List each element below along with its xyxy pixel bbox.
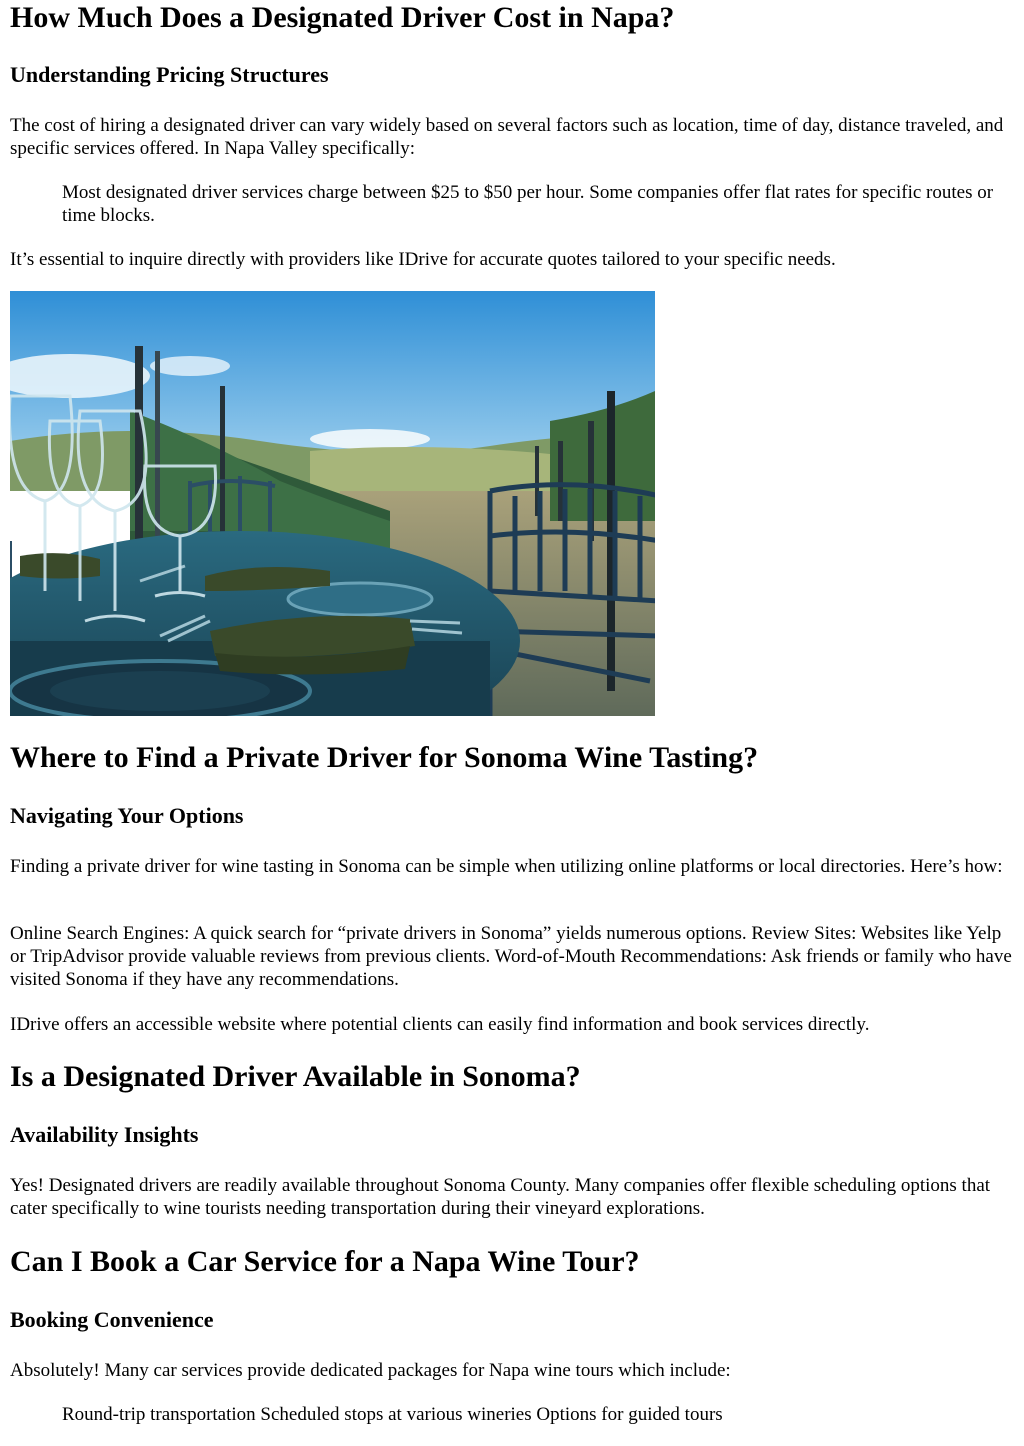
quote-cost-text: Most designated driver services charge between $25 to $50 per hour. Some companies offer flat rates for specific routes or time blocks. [62,182,994,226]
paragraph-private-driver-body: Online Search Engines: A quick search for “private drivers in Sonoma” yields numerous options. Review Sites: Websites like Yelp or TripAdvisor provide valuable reviews from previous clients. Word-of-Mouth Recommendations: Ask friends or family who have visited Sonoma if they have any recommendations. [10,923,1012,990]
paragraph-private-driver-closing: IDrive offers an accessible website where potential clients can easily find information and book services directly. [10,1014,870,1035]
photo-illustration [10,291,655,716]
blockquote-car-service [62,1403,1012,1426]
vineyard-dining-photo [10,291,655,716]
section-title-car-service: Can I Book a Car Service for a Napa Wine Tour? [10,1245,640,1278]
paragraph-cost-intro: The cost of hiring a designated driver can vary widely based on several factors such as location, time of day, distance traveled, and specific services offered. In Napa Valley specifically: [10,115,1004,159]
section-subtitle-availability: Availability Insights [10,1122,199,1147]
section-title-cost: How Much Does a Designated Driver Cost in Napa? [10,1,675,34]
paragraph-cost-closing: It’s essential to inquire directly with providers like IDrive for accurate quotes tailored to your specific needs. [10,249,836,270]
quote-car-service-text: Round-trip transportation Scheduled stops at various wineries Options for guided tours [62,1404,723,1425]
section-title-private-driver: Where to Find a Private Driver for Sonoma Wine Tasting? [10,741,759,774]
section-subtitle-pricing: Understanding Pricing Structures [10,62,329,87]
section-subtitle-booking: Booking Convenience [10,1307,214,1332]
paragraph-private-driver-intro: Finding a private driver for wine tasting in Sonoma can be simple when utilizing online platforms or local directories. Here’s how: [10,856,1003,877]
section-title-availability: Is a Designated Driver Available in Sonoma? [10,1060,581,1093]
blockquote-cost [62,181,1012,227]
section-subtitle-options: Navigating Your Options [10,803,244,828]
paragraph-availability-body: Yes! Designated drivers are readily available throughout Sonoma County. Many companies offer flexible scheduling options that cater specifically to wine tourists needing transportation during their vineyard explorations. [10,1175,991,1219]
paragraph-car-service-intro: Absolutely! Many car services provide dedicated packages for Napa wine tours which include: [10,1360,731,1381]
